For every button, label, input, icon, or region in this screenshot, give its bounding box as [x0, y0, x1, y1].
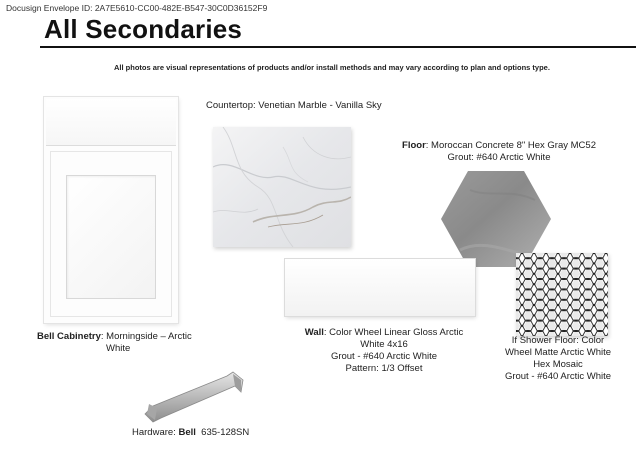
shower-line3: Hex Mosaic [533, 359, 583, 370]
shower-line1: If Shower Floor: Color [511, 335, 605, 346]
wall-line2: White 4x16 [360, 339, 408, 350]
floor-label [380, 140, 618, 164]
hardware-prefix: Hardware: [132, 427, 179, 438]
title-rule [40, 46, 636, 48]
wall-tile-image [285, 259, 475, 316]
wall-label [286, 327, 482, 375]
wall-line1: : Color Wheel Linear Gloss Arctic [323, 327, 464, 338]
cabinet-door-image [44, 97, 178, 323]
hardware-model: 635-128SN [195, 427, 250, 438]
shower-line2: Wheel Matte Arctic White [504, 347, 612, 358]
marble-sample-image [213, 127, 351, 247]
cabinetry-prefix: Bell Cabinetry [37, 331, 101, 342]
cabinet-pull-image [143, 370, 245, 424]
wall-line4: Pattern: 1/3 Offset [345, 363, 423, 374]
door-top-rail [46, 99, 176, 146]
hardware-brand: Bell [178, 427, 196, 438]
disclaimer: All photos are visual representations of products and/or install methods and may vary according to plan and options type. [114, 63, 550, 72]
page-title: All Secondaries [44, 14, 243, 44]
door-panel [66, 175, 156, 299]
floor-line1: : Moroccan Concrete 8" Hex Gray MC52 [425, 140, 596, 151]
cabinetry-line2: White [106, 343, 131, 354]
marble-veins [213, 127, 351, 247]
hardware-label [132, 427, 249, 439]
cabinetry-label [36, 331, 206, 355]
countertop-label: Countertop: Venetian Marble - Vanilla Sky [206, 100, 382, 111]
shower-line4: Grout - #640 Arctic White [504, 371, 612, 382]
mosaic-pattern [516, 253, 608, 336]
shower-floor-label [490, 335, 626, 383]
envelope-id: Docusign Envelope ID: 2A7E5610-CC00-482E-B547-30C0D36152F9 [6, 3, 268, 13]
wall-prefix: Wall [304, 327, 324, 338]
wall-line3: Grout - #640 Arctic White [330, 351, 438, 362]
floor-prefix: Floor [402, 140, 426, 151]
cabinetry-line1: : Morningside – Arctic [100, 331, 192, 342]
floor-grout: Grout: #640 Arctic White [447, 152, 551, 163]
hex-mosaic-image [516, 253, 608, 336]
